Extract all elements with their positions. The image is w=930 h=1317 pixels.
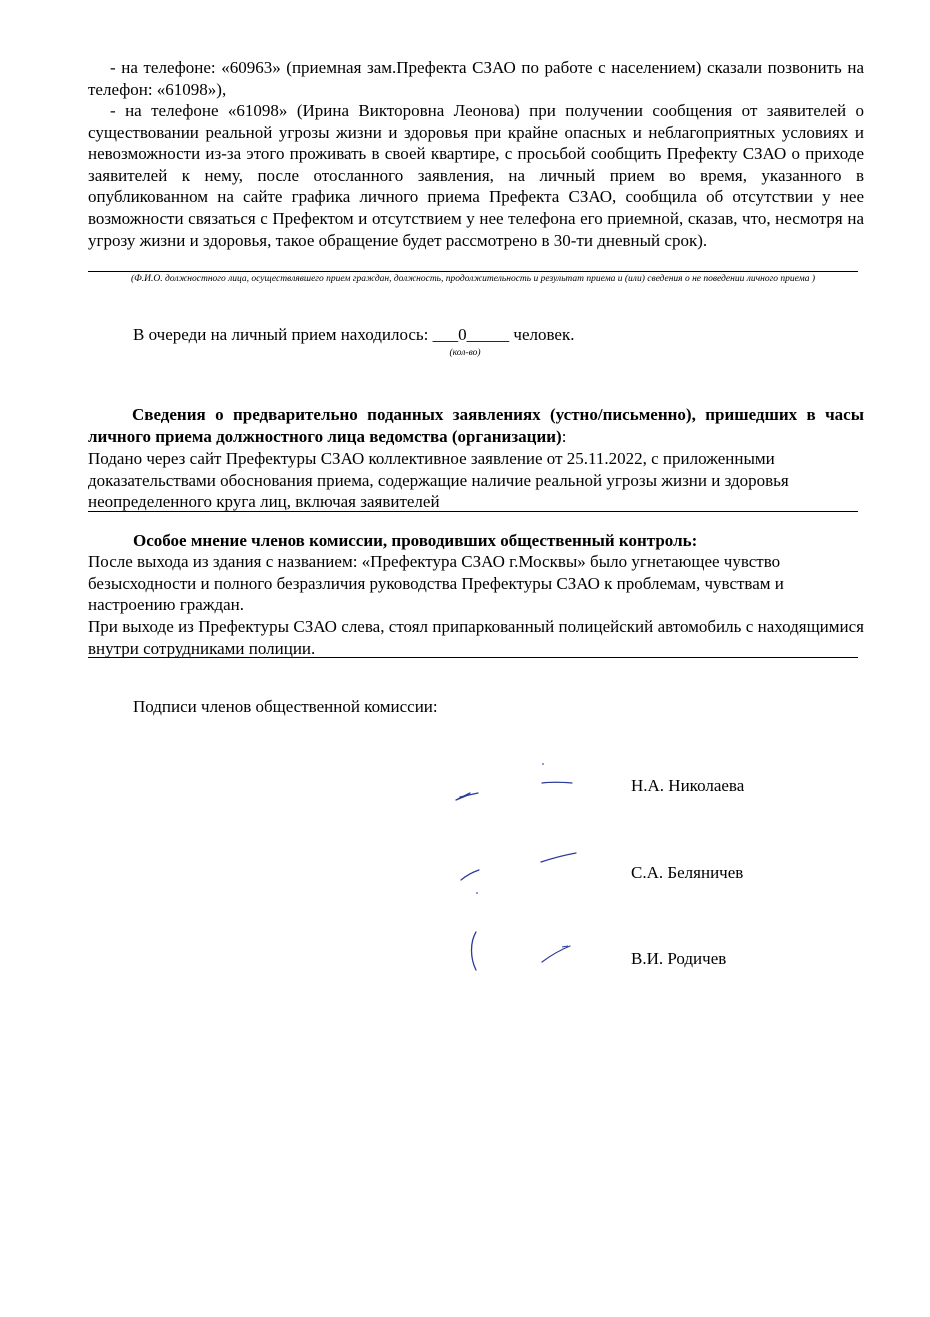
applications-text: Подано через сайт Префектуры СЗАО коллективное заявление от 25.11.2022, с приложенными доказательствами обоснования приема, содержащие наличие реальной угрозы жизни и здоровья неопределенного круга лиц, включая заявителей — [88, 449, 789, 512]
signer-name-1: Н.А. Николаева — [631, 776, 745, 795]
queue-blank-before: ___ — [432, 325, 459, 344]
queue-count: 0 — [458, 325, 467, 344]
underline-applications — [88, 511, 858, 512]
queue-line — [133, 324, 833, 346]
signature-1 — [450, 755, 580, 810]
applications-heading-text: Сведения о предварительно поданных заявлениях (устно/письменно), пришедших в часы личного приема должностного лица ведомства (организации) — [88, 405, 864, 446]
queue-suffix: человек. — [509, 325, 575, 344]
phone-item-2: - на телефоне «61098» (Ирина Викторовна Леонова) при получении сообщения от заявителей о существовании реальной угрозы жизни и здоровья при крайне опасных и неблагоприятных условиях и невозможности из-за этого проживать в своей квартире, с просьбой сообщить Префекту СЗАО о приходе заявителей к нему, после отосланного заявления, на личный прием во время, указанного в опубликованном на сайте графика личного приема Префекта СЗАО, сообщила об отсутствии у нее возможности связаться с Префектом и отсутствием у нее телефона его приемной, сказав, что, несмотря на угрозу жизни и здоровья, такое обращение будет рассмотрено в 30-ти дневный срок). — [88, 101, 864, 250]
underline-intro — [88, 271, 858, 272]
applications-heading-colon: : — [561, 426, 567, 446]
signature-3 — [462, 928, 582, 976]
queue-blank-after: _____ — [466, 325, 510, 344]
opinion-paragraph-2: При выходе из Префектуры СЗАО слева, стоял припаркованный полицейский автомобиль с находящимися внутри сотрудниками полиции. — [88, 617, 864, 658]
signer-name-2: С.А. Беляничев — [631, 863, 744, 882]
signature-2 — [455, 848, 585, 898]
signatures-label: Подписи членов общественной комиссии: — [133, 697, 438, 716]
queue-prefix: В очереди на личный прием находилось: — [133, 325, 433, 344]
opinion-heading: Особое мнение членов комиссии, проводивших общественный контроль: — [133, 531, 698, 550]
applications-heading — [88, 404, 864, 447]
signer-name-3: В.И. Родичев — [631, 949, 727, 968]
underline-opinion — [88, 657, 858, 658]
queue-note: (кол-во) — [449, 348, 481, 358]
opinion-paragraph-1: После выхода из здания с названием: «Префектура СЗАО г.Москвы» было угнетающее чувство безысходности и полного безразличия руководства Префектуры СЗАО к проблемам, чувствам и настроению граждан. — [88, 552, 784, 615]
official-note: (Ф.И.О. должностного лица, осуществлявшего прием граждан, должность, продолжительность и результат приема и (или) сведения о не поведении личного приема ) — [130, 274, 816, 284]
phone-item-1: - на телефоне: «60963» (приемная зам.Префекта СЗАО по работе с населением) сказали позвонить на телефон: «61098»), — [88, 58, 864, 99]
